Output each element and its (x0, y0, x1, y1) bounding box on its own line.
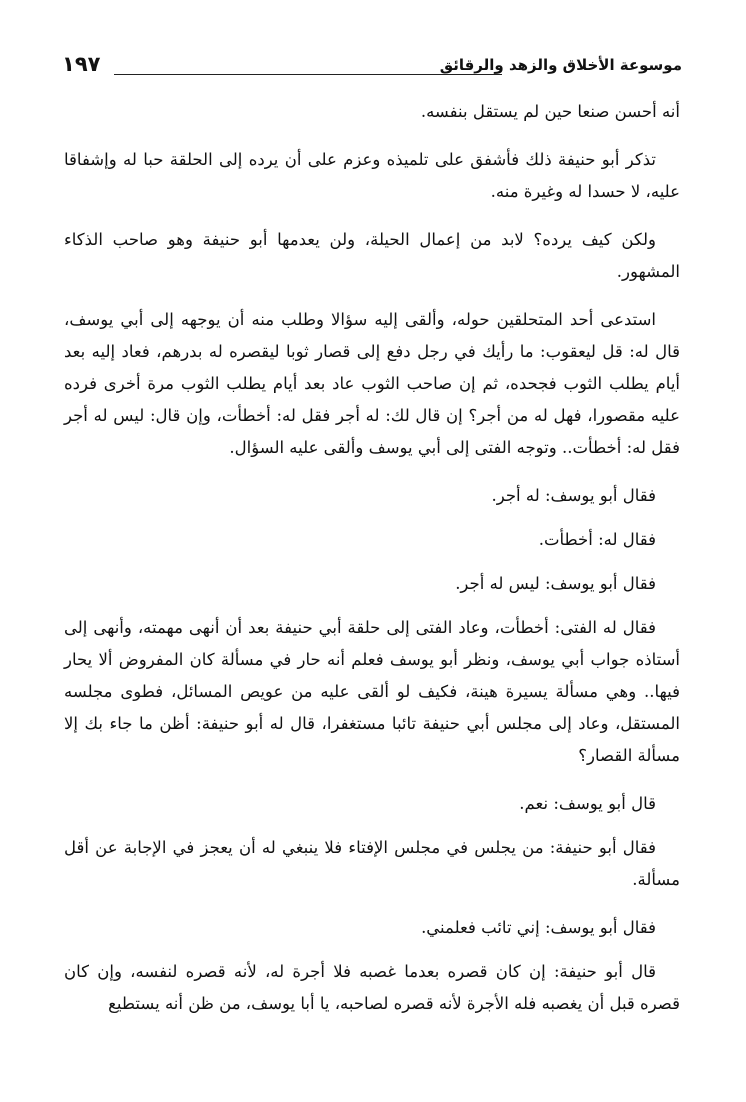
paragraph: أنه أحسن صنعا حين لم يستقل بنفسه. (420, 102, 680, 121)
paragraph: فقال أبو حنيفة: من يجلس في مجلس الإفتاء فلا ينبغي له أن يعجز في الإجابة عن أقل مسألة. (64, 838, 680, 889)
dialogue-line: فقال أبو يوسف: إني تائب فعلمني. (421, 918, 656, 937)
paragraph: فقال له الفتى: أخطأت، وعاد الفتى إلى حلقة أبي حنيفة بعد أن أنهى مهمته، وأنهى إلى أستاذه جواب أبي يوسف، ونظر أبو يوسف فعلم أنه حار في مسألة كان المفروض ألا يحار فيها.. وهي مسألة يسيرة هينة، فكيف لو ألقى عليه من عويص المسائل، فطوى مجلسه المستقل، وعاد إلى مجلس أبي حنيفة تائبا مستغفرا، قال له أبو حنيفة: أظن ما جاء بك إلا مسألة القصار؟ (64, 618, 680, 765)
dialogue-line: فقال أبو يوسف: له أجر. (491, 486, 656, 505)
header-rule (114, 74, 502, 75)
paragraph: قال أبو حنيفة: إن كان قصره بعدما غصبه فلا أجرة له، لأنه قصره لنفسه، وإن كان قصره قبل أن يغصبه فله الأجرة لأنه قصره لصاحبه، يا أبا يوسف، من ظن أنه يستطيع (64, 962, 680, 1013)
paragraph: تذكر أبو حنيفة ذلك فأشفق على تلميذه وعزم على أن يرده إلى الحلقة حبا له وإشفاقا عليه، لا حسدا له وغيرة منه. (64, 150, 680, 201)
page-header (58, 46, 682, 86)
paragraph: ولكن كيف يرده؟ لابد من إعمال الحيلة، ولن يعدمها أبو حنيفة وهو صاحب الذكاء المشهور. (64, 230, 680, 281)
dialogue-line: فقال أبو يوسف: ليس له أجر. (455, 574, 656, 593)
page-number: ١٩٧ (62, 52, 101, 76)
page-body (64, 96, 680, 1036)
running-title: موسوعة الأخلاق والزهد والرقائق (439, 56, 682, 74)
paragraph: استدعى أحد المتحلقين حوله، وألقى إليه سؤالا وطلب منه أن يوجهه إلى أبي يوسف، قال له: قل ليعقوب: ما رأيك في رجل دفع إلى قصار ثوبا ليقصره له بدرهم، فعاد إليه بعد أيام يطلب الثوب فجحده، ثم إن صاحب الثوب عاد بعد أيام يطلب الثوب مرة أخرى فرده عليه مقصورا، فهل له من أجر؟ إن قال لك: له أجر فقل له: أخطأت، وإن قال: ليس له أجر فقل له: أخطأت.. وتوجه الفتى إلى أبي يوسف وألقى عليه السؤال. (64, 310, 680, 457)
dialogue-line: فقال له: أخطأت. (538, 530, 656, 549)
dialogue-line: قال أبو يوسف: نعم. (519, 794, 656, 813)
